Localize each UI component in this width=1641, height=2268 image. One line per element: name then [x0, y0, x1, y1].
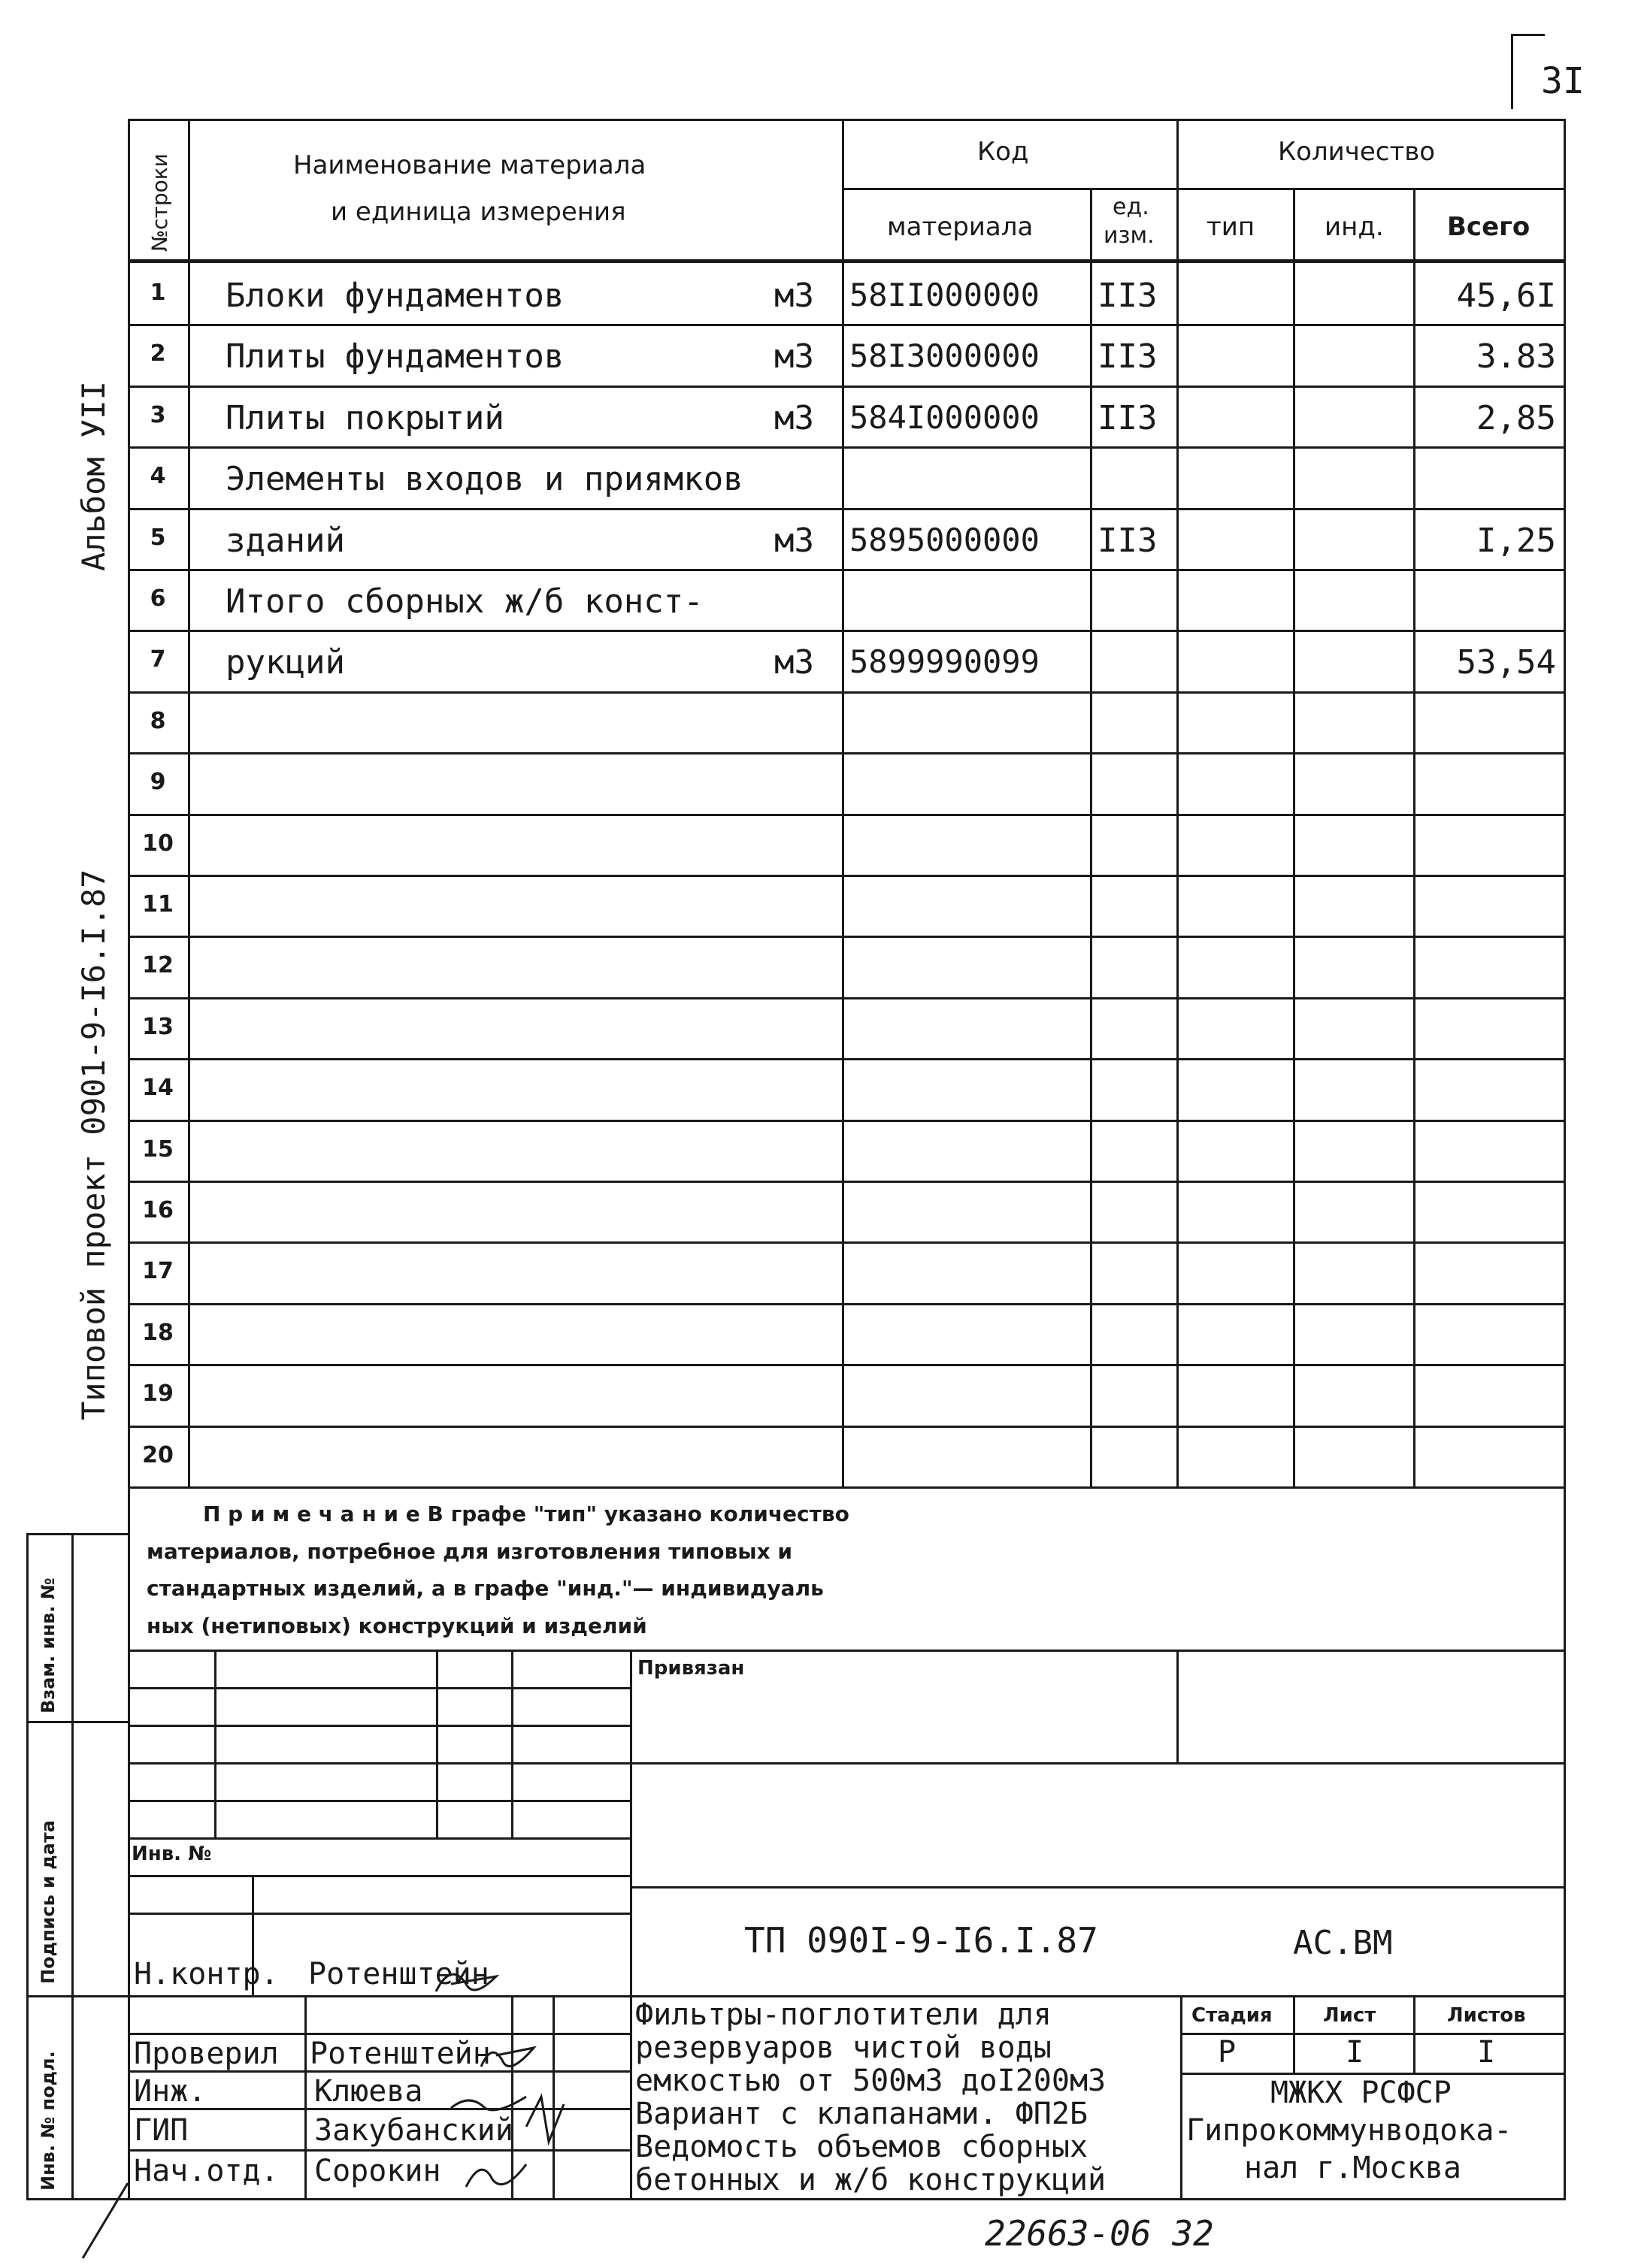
row-number: 3	[150, 402, 166, 428]
title-line: Фильтры-поглотители для	[635, 1997, 1052, 2032]
n-kontr-name: Ротенштейн	[308, 1957, 489, 1991]
org-line3: нал г.Москва	[1244, 2151, 1461, 2185]
corner-stroke	[75, 2179, 135, 2262]
row-divider	[128, 324, 1564, 326]
proveril-label: Проверил	[134, 2037, 279, 2071]
title-line: бетонных и ж/б конструкций	[635, 2163, 1107, 2197]
total-quantity: 53,54	[1456, 643, 1556, 682]
row-divider	[128, 386, 1564, 388]
note-line3: стандартных изделий, а в графе "инд."— индивидуаль	[147, 1576, 824, 1601]
material-name: Плиты фундаментов	[226, 337, 565, 376]
signature-marks	[421, 1946, 616, 2194]
material-name: зданий	[226, 522, 345, 560]
row-number: 18	[142, 1320, 174, 1346]
footer-number: 22663-06 32	[985, 2213, 1214, 2254]
title-line: емкостью от 500м3 доI200м3	[635, 2064, 1107, 2098]
unit-code: II3	[1098, 522, 1158, 560]
sheets-value: I	[1477, 2035, 1496, 2070]
material-name: Элементы входов и приямков	[226, 460, 743, 498]
material-code: 584I000000	[849, 399, 1040, 436]
n-kontr-label: Н.контр.	[134, 1957, 279, 1991]
row-divider	[128, 508, 1564, 510]
row-divider	[128, 1120, 1564, 1122]
inzh-label: Инж.	[134, 2074, 207, 2109]
vzam-inv-label: Взам. инв. №	[38, 1577, 59, 1713]
unit-code: II3	[1098, 337, 1158, 376]
row-divider	[128, 1303, 1564, 1305]
total-quantity: I,25	[1476, 522, 1556, 560]
row-number: 17	[142, 1258, 174, 1284]
row-number: 16	[142, 1197, 174, 1223]
material-code: 5895000000	[849, 522, 1040, 558]
code-unit-header-line1: ед.	[1113, 194, 1149, 220]
material-name: Плиты покрытий	[226, 399, 504, 437]
row-number: 14	[142, 1075, 174, 1101]
row-number-header: №строки	[147, 153, 172, 252]
total-quantity: 3.83	[1476, 337, 1556, 376]
row-divider	[128, 875, 1564, 877]
row-number: 8	[150, 708, 166, 734]
row-divider	[128, 691, 1564, 694]
material-code: 58I3000000	[849, 337, 1040, 374]
stage-label: Стадия	[1191, 2004, 1273, 2027]
gip-name: Закубанский	[314, 2113, 513, 2148]
row-number: 20	[142, 1442, 174, 1468]
row-divider	[128, 997, 1564, 999]
row-divider	[128, 1058, 1564, 1060]
unit-of-measure: м3	[774, 337, 814, 376]
row-number: 12	[142, 952, 174, 978]
org-line2: Гипрокоммунводока-	[1186, 2113, 1512, 2148]
nach-name: Сорокин	[314, 2154, 441, 2188]
row-divider	[128, 936, 1564, 938]
sheets-label: Листов	[1447, 2004, 1526, 2027]
proveril-name: Ротенштейн	[310, 2037, 491, 2071]
row-number: 9	[150, 769, 166, 795]
title-line: резервуаров чистой воды	[635, 2031, 1052, 2065]
row-number: 1	[150, 280, 166, 306]
row-divider	[128, 752, 1564, 754]
nach-label: Нач.отд.	[134, 2154, 279, 2188]
row-number: 4	[150, 463, 166, 489]
material-code: 58II000000	[849, 277, 1040, 313]
unit-code: II3	[1098, 399, 1158, 437]
qty-type-header: тип	[1207, 212, 1255, 242]
row-divider	[128, 814, 1564, 816]
row-divider	[128, 569, 1564, 571]
album-label: Альбом УII	[75, 381, 112, 571]
inzh-name: Клюева	[314, 2074, 423, 2109]
row-number: 2	[150, 340, 166, 367]
material-name: Блоки фундаментов	[226, 277, 565, 315]
document-mark: АС.ВМ	[1293, 1924, 1393, 1962]
inv-podl-label: Инв. № подл.	[38, 2051, 59, 2191]
code-unit-header-line2: изм.	[1104, 222, 1155, 249]
unit-of-measure: м3	[774, 522, 814, 560]
row-number: 10	[142, 830, 174, 857]
row-number: 13	[142, 1014, 174, 1040]
row-divider	[128, 446, 1564, 449]
material-name: рукций	[226, 643, 345, 682]
designation: ТП 090I-9-I6.I.87	[744, 1920, 1098, 1961]
note-line4: ных (нетиповых) конструкций и изделий	[147, 1613, 647, 1638]
stage-value: Р	[1218, 2035, 1237, 2070]
org-line1: МЖКХ РСФСР	[1270, 2076, 1452, 2110]
title-line: Ведомость объемов сборных	[635, 2130, 1088, 2164]
row-divider	[128, 1426, 1564, 1428]
corner-bracket-top	[1511, 34, 1545, 36]
row-divider	[128, 1241, 1564, 1244]
row-number: 15	[142, 1136, 174, 1163]
qty-ind-header: инд.	[1325, 212, 1384, 242]
unit-of-measure: м3	[774, 399, 814, 437]
title-line: Вариант с клапанами. ФП2Б	[635, 2097, 1088, 2131]
name-header-line1: Наименование материала	[293, 150, 646, 180]
corner-bracket	[1511, 34, 1513, 109]
gip-label: ГИП	[134, 2113, 189, 2148]
qty-total-header: Всего	[1447, 212, 1530, 242]
unit-of-measure: м3	[774, 643, 814, 682]
note-line2: материалов, потребное для изготовления типовых и	[147, 1539, 792, 1564]
total-quantity: 2,85	[1476, 399, 1556, 437]
podpis-data-label: Подпись и дата	[38, 1820, 59, 1984]
corner-sheet-number: 3I	[1541, 60, 1585, 102]
note-line1: П р и м е ч а н и е В графе "тип" указано количество	[203, 1501, 849, 1526]
code-material-header: материала	[887, 212, 1034, 242]
row-number: 6	[150, 585, 166, 612]
row-number: 19	[142, 1380, 174, 1407]
material-code: 5899990099	[849, 643, 1040, 680]
row-divider	[128, 630, 1564, 632]
privyazan-label: Привязан	[637, 1657, 745, 1680]
row-divider	[128, 1181, 1564, 1183]
code-header: Код	[977, 137, 1029, 167]
sheet-label: Лист	[1323, 2004, 1376, 2027]
name-header-line2: и единица измерения	[331, 197, 626, 227]
inv-no-label: Инв. №	[132, 1843, 212, 1865]
sheet-value: I	[1346, 2035, 1364, 2070]
unit-of-measure: м3	[774, 277, 814, 315]
row-number: 7	[150, 646, 166, 673]
project-label: Типовой проект 0901-9-I6.I.87	[75, 869, 112, 1420]
row-divider	[128, 1364, 1564, 1366]
row-number: 5	[150, 525, 166, 551]
total-quantity: 45,6I	[1456, 277, 1556, 315]
unit-code: II3	[1098, 277, 1158, 315]
quantity-header: Количество	[1278, 137, 1436, 167]
material-name: Итого сборных ж/б конст-	[226, 582, 704, 621]
row-number: 11	[142, 891, 174, 918]
